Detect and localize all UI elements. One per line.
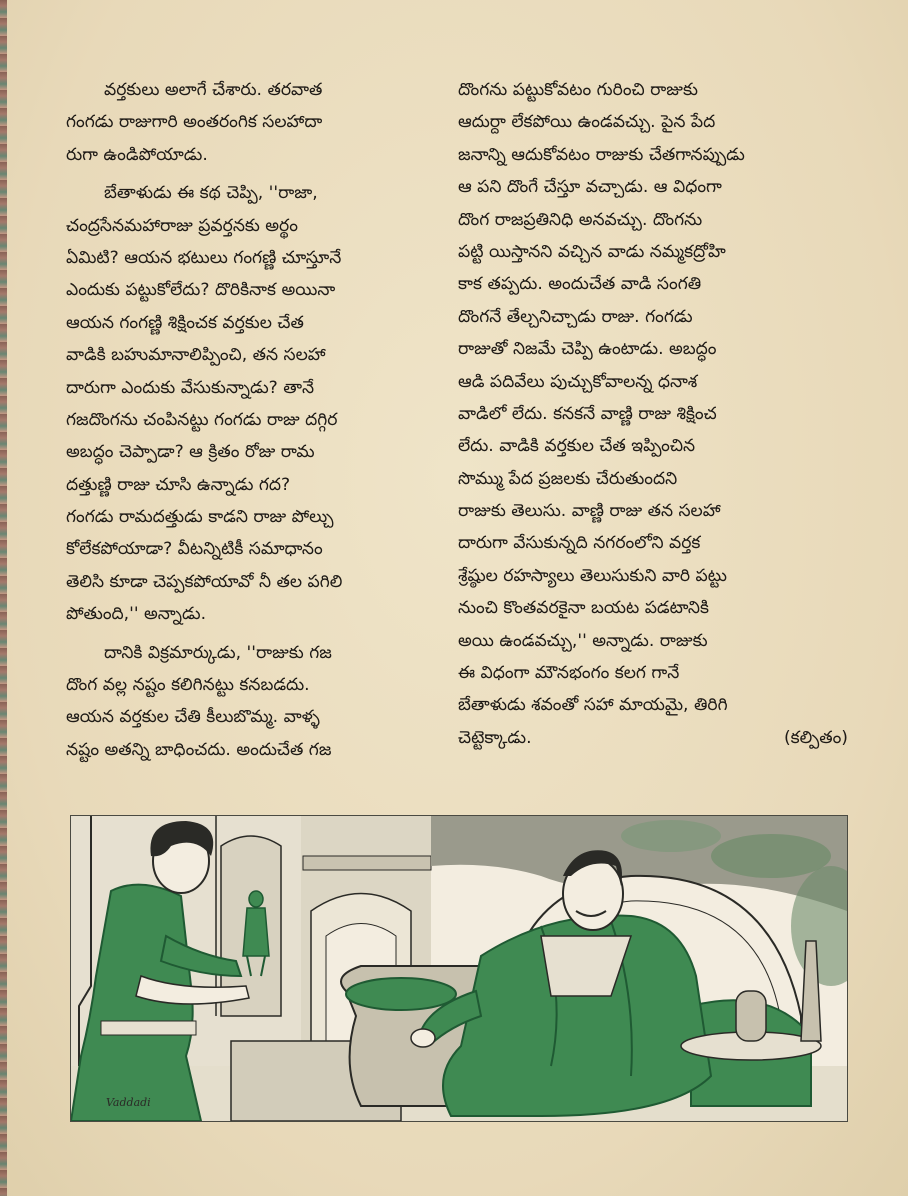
illustration-drawing: [71, 816, 847, 1121]
text-line: ఆదుర్దా లేకపోయి ఉండవచ్చు. పైన పేద: [458, 112, 716, 133]
text-line: బేతాళుడు శవంతో సహా మాయమై, తిరిగి: [458, 695, 728, 716]
text-line: తెలిసి కూడా చెప్పకపోయావో నీ తల పగిలి: [66, 571, 343, 592]
text-line: దానికి విక్రమార్కుడు, ''రాజుకు గజ: [104, 642, 332, 663]
text-line: శ్రేష్ఠుల రహస్యాలు తెలుసుకుని వారి పట్టు: [458, 565, 727, 586]
text-line: ఆయన వర్తకుల చేతి కీలుబొమ్మ. వాళ్ళ: [66, 707, 320, 728]
story-ending-text: చెట్టెక్కాడు.: [458, 727, 532, 748]
text-line: పోతుంది,'' అన్నాడు.: [66, 604, 207, 625]
text-line: పట్టి యిస్తానని వచ్చిన వాడు నమ్మకద్రోహి: [458, 241, 726, 262]
text-line: సొమ్ము పేద ప్రజలకు చేరుతుందని: [458, 468, 678, 489]
text-line: గంగడు రాజుగారి అంతరంగిక సలహాదా: [66, 112, 323, 133]
text-line: [458, 722, 848, 754]
text-line: గంగడు రామదత్తుడు కాడని రాజు పోల్చు: [66, 507, 334, 528]
text-line: ఎందుకు పట్టుకోలేదు? దొరికినాక అయినా: [66, 280, 336, 301]
text-line: జనాన్ని ఆదుకోవటం రాజుకు చేతగానప్పుడు: [458, 144, 745, 165]
text-line: ఆయన గంగణ్ణి శిక్షించక వర్తకుల చేత: [66, 312, 304, 333]
text-line: వర్తకులు అలాగే చేశారు. తరవాత: [104, 80, 323, 100]
text-line: దత్తుణ్ణి రాజు చూసి ఉన్నాడు గద?: [66, 474, 291, 495]
artist-signature: Vaddadi: [106, 1096, 151, 1109]
left-text-column: [66, 74, 456, 766]
text-line: వాడికి బహుమానాలిప్పించి, తన సలహా: [66, 345, 326, 366]
text-line: కాక తప్పదు. అందుచేత వాడి సంగతి: [458, 274, 702, 295]
text-line: కోలేకపోయాడా? వీటన్నిటికీ సమాధానం: [66, 539, 323, 560]
text-line: వాడిలో లేదు. కనకనే వాణ్ణి రాజు శిక్షించ: [458, 403, 717, 424]
text-line: లేదు. వాడికి వర్తకుల చేత ఇప్పించిన: [458, 436, 696, 457]
text-line: దొంగ రాజప్రతినిధి అనవచ్చు. దొంగను: [458, 209, 703, 230]
text-line: ఆడి పదివేలు పుచ్చుకోవాలన్న ధనాశ: [458, 371, 698, 392]
text-line: దొంగను పట్టుకోవటం గురించి రాజుకు: [458, 80, 698, 100]
text-line: ఏమిటి? ఆయన భటులు గంగణ్ణి చూస్తూనే: [66, 247, 342, 268]
text-line: గజదొంగను చంపినట్టు గంగడు రాజు దగ్గిర: [66, 409, 338, 430]
text-line: రాజుకు తెలుసు. వాణ్ణి రాజు తన సలహా: [458, 501, 721, 522]
text-line: దారుగా వేసుకున్నది నగరంలోని వర్తక: [458, 533, 701, 554]
story-signoff: (కల్పితం): [783, 727, 848, 748]
text-line: అబద్ధం చెప్పాడా? ఆ క్రితం రోజు రామ: [66, 442, 315, 463]
text-line: దొంగ వల్ల నష్టం కలిగినట్టు కనబడదు.: [66, 675, 310, 696]
text-line: దారుగా ఎందుకు వేసుకున్నాడు? తానే: [66, 377, 315, 398]
story-illustration: [70, 815, 848, 1122]
text-line: అయి ఉండవచ్చు,'' అన్నాడు. రాజుకు: [458, 630, 708, 651]
text-line: ఈ విధంగా మౌనభంగం కలగ గానే: [458, 663, 680, 684]
page-binding-edge: [0, 0, 7, 1196]
text-line: రాజుతో నిజమే చెప్పి ఉంటాడు. అబద్ధం: [458, 339, 717, 360]
text-line: చంద్రసేనమహారాజు ప్రవర్తనకు అర్థం: [66, 215, 298, 236]
text-line: నష్టం అతన్ని బాధించదు. అందుచేత గజ: [66, 739, 332, 760]
text-line: ఆ పని దొంగే చేస్తూ వచ్చాడు. ఆ విధంగా: [458, 177, 722, 198]
text-line: దొంగనే తేల్చనిచ్చాడు రాజు. గంగడు: [458, 306, 693, 327]
right-text-column: [458, 74, 848, 754]
text-line: బేతాళుడు ఈ కథ చెప్పి, ''రాజా,: [104, 183, 318, 204]
text-line: నుంచి కొంతవరకైనా బయట పడటానికి: [458, 598, 709, 619]
text-line: రుగా ఉండిపోయాడు.: [66, 144, 208, 165]
